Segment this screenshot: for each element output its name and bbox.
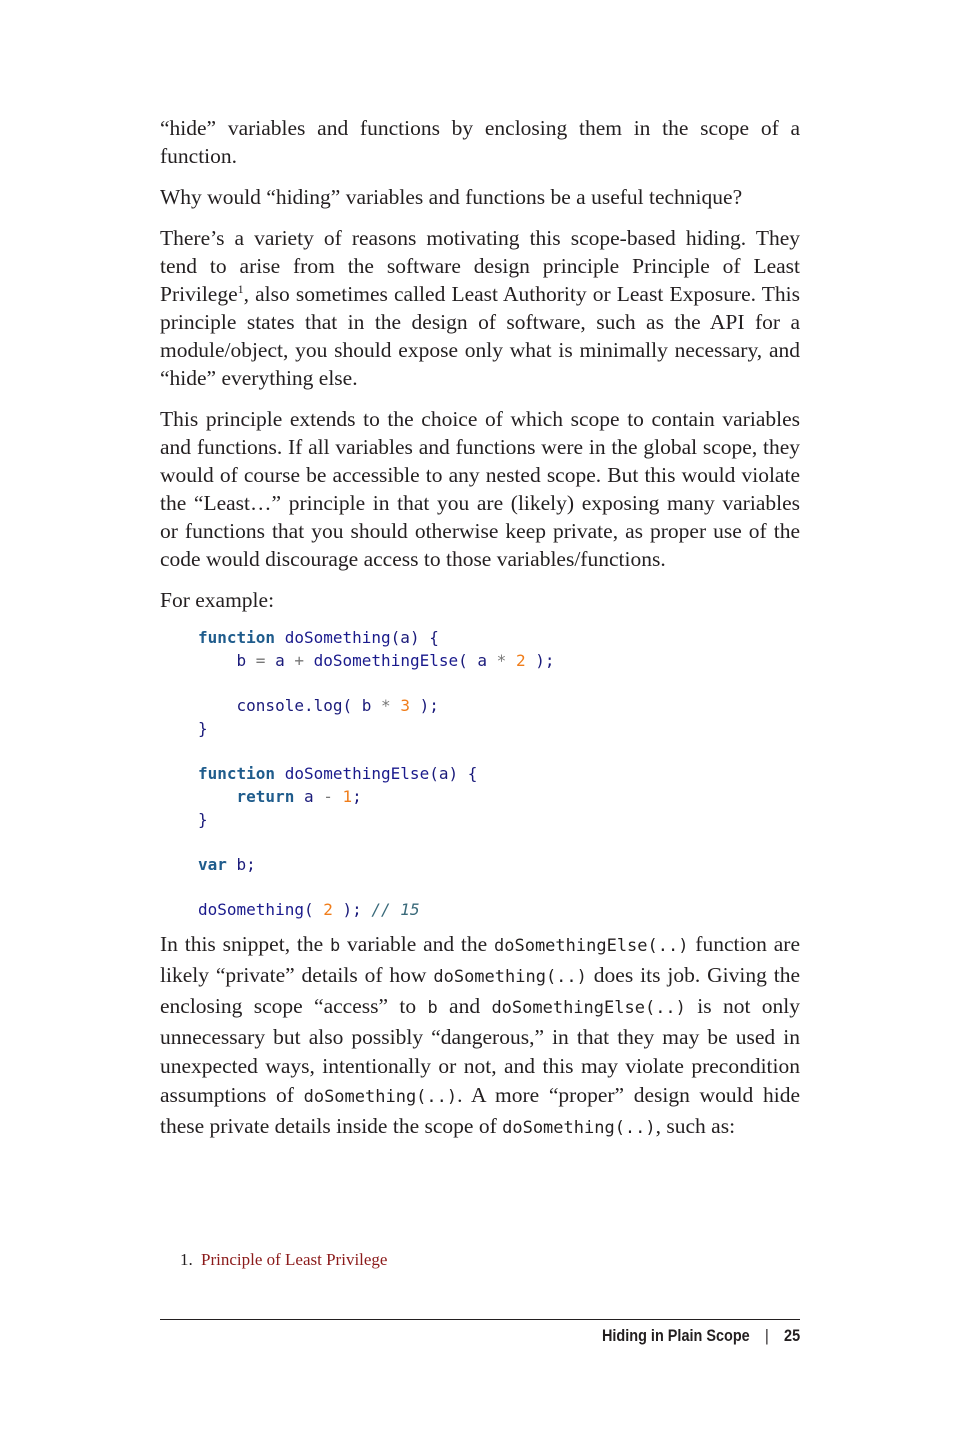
code-text: (a) { <box>429 764 478 784</box>
footer-divider <box>160 1319 800 1320</box>
code-text: } <box>198 809 208 829</box>
text: There’s a variety of reasons motivating this scope-based hiding. They tend to arise from the software design principle Principle of Least Privilege <box>160 226 800 306</box>
code-line <box>198 786 800 809</box>
code-number: 1 <box>342 786 353 806</box>
code-function-name: doSomethingElse <box>284 764 430 784</box>
text: function are likely “private” details of how <box>160 932 800 988</box>
text: and <box>437 994 492 1019</box>
code-line <box>198 809 800 832</box>
page-number: 25 <box>783 1326 800 1345</box>
code-text: ); <box>525 650 555 670</box>
code-text <box>333 787 343 806</box>
code-line <box>198 627 800 650</box>
paragraph: Why would “hiding” variables and functions be a useful technique? <box>160 185 743 209</box>
inline-code: b <box>329 936 341 957</box>
text: does its job. Giving the enclosing scope “access” to <box>160 963 800 1019</box>
page-body <box>160 114 800 1156</box>
code-function-name: doSomething <box>198 900 304 920</box>
separator: | <box>764 1326 769 1345</box>
paragraph <box>160 930 800 1143</box>
paragraph: This principle extends to the choice of which scope to contain variables and functions. If all variables and functions were in the global scope, they would of course be accessible to any nested scope. But this would violate the “Least…” principle in that you are (likely) exposing many variables or functions that you should otherwise keep private, as proper use of the code would discourage access to those variables/functions. <box>160 407 800 571</box>
inline-code: doSomethingElse(..) <box>491 998 686 1019</box>
code-text <box>198 787 237 806</box>
text: , also sometimes called Least Authority or Least Exposure. This principle states that in the design of software, such as the API for a module/object, you should expose only what is minimally necessary, and “hide” everything else. <box>160 282 800 390</box>
code-line <box>198 854 800 877</box>
code-operator: * <box>381 696 391 716</box>
inline-code: doSomething(..) <box>433 967 587 988</box>
code-line <box>198 831 800 854</box>
code-text <box>506 651 516 670</box>
code-text <box>391 696 401 715</box>
inline-code: b <box>427 998 438 1019</box>
code-number: 2 <box>323 900 333 920</box>
code-text: ); <box>332 900 372 920</box>
code-text: ; <box>352 786 362 806</box>
paragraph: “hide” variables and functions by enclosing them in the scope of a function. <box>160 116 800 168</box>
code-text: a <box>265 650 295 670</box>
code-text: ( <box>303 900 324 920</box>
footnote <box>180 1250 387 1270</box>
code-line <box>198 877 800 900</box>
code-text <box>275 628 285 647</box>
code-line <box>198 763 800 786</box>
code-operator: - <box>323 786 333 806</box>
text: is not only unnecessary but also possibly “dangerous,” in that they may be used in unexpected ways, intentionally or not, and this may violate precondition assumptions of <box>160 994 800 1108</box>
code-line <box>198 695 800 718</box>
code-number: 2 <box>515 650 526 670</box>
footnote-number: 1. <box>180 1250 193 1269</box>
code-text: console.log( b <box>198 696 382 716</box>
text: In this snippet, the <box>160 932 330 957</box>
text: . A more “proper” design would hide these private details inside the scope of <box>160 1083 800 1139</box>
inline-code: doSomething(..) <box>502 1118 656 1139</box>
code-text: ( a <box>458 650 497 670</box>
paragraph <box>160 224 800 392</box>
code-number: 3 <box>400 696 410 716</box>
code-line <box>198 741 800 764</box>
paragraph: For example: <box>160 588 275 612</box>
chapter-section-title: Hiding in Plain Scope <box>601 1326 750 1345</box>
code-text <box>304 651 314 670</box>
running-footer <box>602 1326 800 1346</box>
code-text: a <box>294 786 324 806</box>
code-function-name: doSomethingElse <box>313 650 459 670</box>
code-text <box>275 764 285 783</box>
code-line <box>198 718 800 741</box>
code-comment: // 15 <box>371 900 420 920</box>
code-text: (a) { <box>390 628 439 647</box>
text: variable and the <box>340 932 494 957</box>
inline-code: doSomethingElse(..) <box>494 936 689 957</box>
code-text: b; <box>226 855 256 875</box>
code-operator: = <box>255 650 266 670</box>
code-text: } <box>198 718 208 738</box>
code-operator: + <box>294 650 304 670</box>
code-keyword: function <box>198 628 276 647</box>
code-line <box>198 650 800 673</box>
footnote-ref[interactable]: 1 <box>237 281 244 296</box>
footnote-link[interactable]: Principle of Least Privilege <box>201 1250 388 1269</box>
code-line <box>198 899 800 922</box>
code-function-name: doSomething <box>284 628 391 647</box>
code-block <box>198 627 800 922</box>
code-operator: * <box>496 650 507 670</box>
inline-code: doSomething(..) <box>303 1087 458 1108</box>
code-keyword: var <box>198 855 227 875</box>
code-text: ); <box>409 696 439 716</box>
text: , such as: <box>655 1114 736 1139</box>
code-text: b <box>198 650 256 670</box>
code-keyword: return <box>236 786 295 806</box>
code-line <box>198 672 800 695</box>
code-keyword: function <box>198 764 276 784</box>
